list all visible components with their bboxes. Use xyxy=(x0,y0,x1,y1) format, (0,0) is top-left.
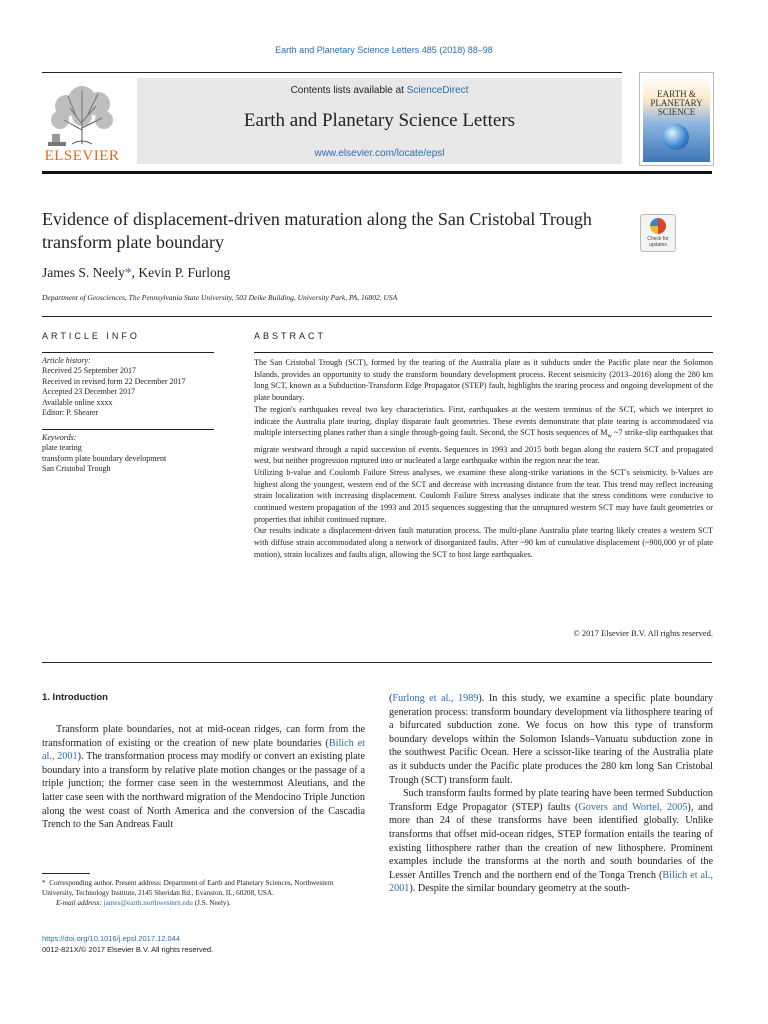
footnote-text: Corresponding author. Present address: Department of Earth and Planetary Sciences, Northwestern University, Technology Institute, 2145 Sheridan Rd., Evanston, IL, 60208, USA. xyxy=(42,879,334,898)
contents-line xyxy=(137,85,622,96)
keyword: plate tearing xyxy=(42,443,82,453)
body-paragraph xyxy=(389,692,713,787)
footnote-rule xyxy=(42,873,90,874)
body-paragraph xyxy=(42,723,365,832)
body-text: ). The transformation process may modify or convert an existing plate boundary into a transform by relative plate motion changes or the passage of a triple junction; the former case seen in the westernmost Aleutians, and the latter case seen with the northward migration of the Mendocino Triple Junction along the west coast of North America and the conversion of the Cascadia Trench to the San Andreas Fault xyxy=(42,751,366,831)
abstract-heading: ABSTRACT xyxy=(254,331,327,341)
header-bottom-rule xyxy=(42,171,712,174)
history-label: Article history: xyxy=(42,356,91,365)
article-info-rule xyxy=(42,352,214,353)
revised-date: Received in revised form 22 December 2017 xyxy=(42,376,186,386)
body-text: Such transform faults formed by plate tearing have been termed Subduction Transform Edge Propagator (STEP) faults ( xyxy=(389,788,713,813)
author-separator: , xyxy=(131,265,139,280)
author-name[interactable]: Kevin P. Furlong xyxy=(138,265,231,280)
crossmark-icon xyxy=(650,218,666,234)
abstract-rule xyxy=(254,352,713,353)
journal-citation-link[interactable]: Earth and Planetary Science Letters 485 (2018) 88–98 xyxy=(275,45,493,55)
abstract-paragraph: Utilizing b-value and Coulomb Failure Stress analyses, we examine these along-strike variations in the SCT's seismicity. b-Values are highest along the youngest, western end of the SCT and decrease with increasing distance from the tear. This trend may reflect increasing strain localization with increasing displacement. Coulomb Failure Stress analyses indicate that the stress conditions were conducive to continued western propagation of the 1993 and 2015 sequences suggesting that the unruptured western SCT may have fault geometries or properties that inhibit continued rupture. xyxy=(254,467,713,524)
abstract-paragraph: Our results indicate a displacement-driven fault maturation process. The multi-plane Australia plate tearing likely creates a western SCT with diffuse strain accommodated along a network of disorganized faults. After ~90 km of cumulative displacement (~900,000 yr of plate motion), strain localizes and faults align, allowing the SCT to host large earthquakes. xyxy=(254,526,713,559)
body-text: ( xyxy=(389,693,393,704)
abstract-body xyxy=(254,357,713,561)
body-column-left xyxy=(42,723,365,832)
issn-copyright: 0012-821X/© 2017 Elsevier B.V. All rights reserved. xyxy=(42,945,214,954)
email-line xyxy=(42,898,365,908)
author-list xyxy=(42,265,230,281)
contents-prefix: Contents lists available at xyxy=(290,85,407,96)
article-history xyxy=(42,356,214,418)
journal-cover-image[interactable] xyxy=(639,72,714,166)
online-date: Available online xxxx xyxy=(42,397,113,407)
section-divider xyxy=(42,316,712,317)
keywords-rule xyxy=(42,429,214,430)
email-link[interactable]: james@earth.northwestern.edu xyxy=(103,899,193,908)
elsevier-wordmark: ELSEVIER xyxy=(44,148,120,164)
abstract-copyright: © 2017 Elsevier B.V. All rights reserved. xyxy=(573,628,713,638)
globe-icon xyxy=(663,124,689,150)
email-label: E-mail address: xyxy=(56,899,104,908)
section-heading: 1. Introduction xyxy=(42,692,108,703)
editor: Editor: P. Shearer xyxy=(42,408,99,418)
body-text: Transform plate boundaries, not at mid-ocean ridges, can form from the transformation of existing or the creation of new plate boundaries ( xyxy=(42,724,365,749)
citation-link[interactable]: Govers and Wortel, 2005 xyxy=(578,801,688,813)
author-name[interactable]: James S. Neely xyxy=(42,265,125,280)
abstract-text: ~7 strike-slip earthquakes that migrate westward through a rapid succession of events. Sequences in 1993 and 2015 both began along the eastern SCT and propagated west, but neither progression ruptured into or nucleated a large earthquake within the region near the tear. xyxy=(254,428,713,466)
citation-link[interactable]: Bilich et al., 2001 xyxy=(42,737,365,763)
affiliation: Department of Geosciences, The Pennsylvania State University, 503 Deike Building, University Park, PA, 16802, USA xyxy=(42,293,398,302)
sciencedirect-link[interactable]: ScienceDirect xyxy=(406,85,469,96)
email-suffix: (J.S. Neely). xyxy=(192,899,231,908)
magnitude-subscript: w xyxy=(607,433,612,440)
citation-link[interactable]: Bilich et al., 2001 xyxy=(389,869,713,895)
article-info-heading: ARTICLE INFO xyxy=(42,331,140,341)
accepted-date: Accepted 23 December 2017 xyxy=(42,387,136,397)
abstract-paragraph xyxy=(254,404,713,467)
keywords-label: Keywords: xyxy=(42,433,77,442)
section-divider xyxy=(42,662,712,663)
received-date: Received 25 September 2017 xyxy=(42,366,136,376)
body-text: ). Despite the similar boundary geometry at the south- xyxy=(409,883,630,895)
abstract-text: The region's earthquakes reveal two key characteristics. First, earthquakes at the western terminus of the SCT, which we interpret to indicate the Australia plate tearing, display disparate fault geometries. These events demonstrate that plate tearing is accommodated via multiple intersecting planes rather than a single through-going fault. Second, the SCT hosts sequences of M xyxy=(254,404,713,438)
journal-name: Earth and Planetary Science Letters xyxy=(243,110,516,131)
journal-url-link[interactable]: www.elsevier.com/locate/epsl xyxy=(314,148,445,159)
cover-artwork xyxy=(643,76,710,162)
abstract-paragraph: The San Cristobal Trough (SCT), formed by the tearing of the Australia plate as it subducts under the Pacific plate near the Solomon Islands, provides an opportunity to study the transform boundary development process. Recent seismicity (2013–2016) along the 280 km long SCT, known as a Subduction-Transform Edge Propagator (STEP) fault, highlights the tearing process and ongoing development of the plate boundary. xyxy=(254,358,713,403)
doi-link[interactable]: https://doi.org/10.1016/j.epsl.2017.12.044 xyxy=(42,934,181,943)
body-column-right xyxy=(389,692,713,896)
journal-header xyxy=(42,72,712,168)
body-text: ). In this study, we examine a specific plate boundary generation process: transform boundary development via lithosphere tearing of a bifurcated subduction zone. We focus on how this type of transform boundary develops within the Solomon Islands–Vanuatu subduction zone in the southwest Pacific Ocean. Here a scissor-like tearing of the Australia plate as it subducts under the Pacific plate produces the 280 km long San Cristobal Trough (SCT) transform fault. xyxy=(389,693,713,786)
corresponding-author-marker[interactable]: * xyxy=(124,265,132,280)
crossmark-label: Check for updates xyxy=(647,236,669,248)
journal-banner xyxy=(137,78,622,164)
article-title: Evidence of displacement-driven maturation along the San Cristobal Trough transform plate boundary xyxy=(42,209,592,252)
keywords xyxy=(42,433,214,475)
body-text: ), and more than 24 of these transforms have been identified globally. Unlike transforms that offset mid-ocean ridges, STEP formation entails the tearing of existing lithosphere rather than the creation of new lithosphere. Prominent examples include the transforms at the north and south boundaries of the Lesser Antilles Trench and the northern end of the Tonga Trench ( xyxy=(389,801,713,881)
check-for-updates-button[interactable] xyxy=(640,214,676,252)
footnote-marker: * xyxy=(42,879,46,887)
cover-title: EARTH & PLANETARY SCIENCE xyxy=(650,89,703,117)
keyword: transform plate boundary development xyxy=(42,453,167,463)
corresponding-author-note xyxy=(42,878,365,898)
footnote xyxy=(42,878,365,909)
body-paragraph xyxy=(389,787,713,896)
keyword: San Cristobal Trough xyxy=(42,464,111,474)
citation-link[interactable]: Furlong et al., 1989 xyxy=(392,693,479,704)
